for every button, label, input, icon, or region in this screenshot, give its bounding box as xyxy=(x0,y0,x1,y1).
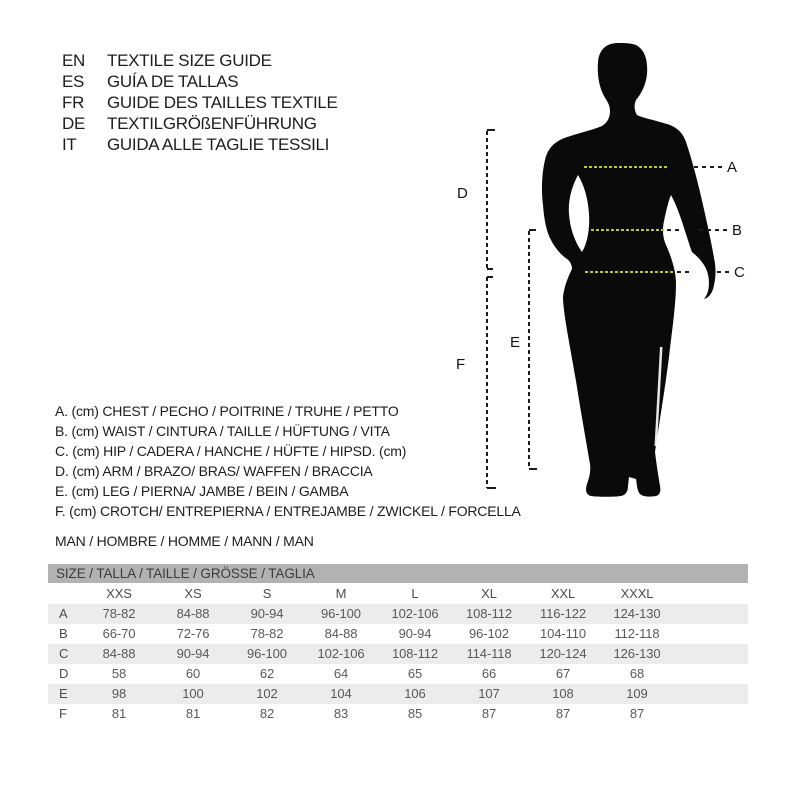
size-col-header-m: M xyxy=(335,586,347,601)
size-row-d xyxy=(48,664,748,684)
tick-e-bottom xyxy=(529,468,537,470)
size-cell-b-s: 78-82 xyxy=(250,626,284,641)
measurement-legend xyxy=(55,401,521,551)
lang-code-en: EN xyxy=(62,50,86,70)
title-es: GUÍA DE TALLAS xyxy=(107,71,239,91)
lang-code-it: IT xyxy=(62,134,77,154)
size-cell-b-xl: 96-102 xyxy=(469,626,509,641)
size-col-header-xl: XL xyxy=(481,586,497,601)
size-cell-a-xxs: 78-82 xyxy=(102,606,136,621)
size-cell-a-s: 90-94 xyxy=(250,606,284,621)
size-table-corner-cell xyxy=(48,583,82,604)
size-col-header-s: S xyxy=(262,586,272,601)
size-row-filler xyxy=(674,704,748,724)
title-de: TEXTILGRÖßENFÜHRUNG xyxy=(107,113,317,133)
size-cell-b-m: 84-88 xyxy=(324,626,358,641)
size-cell-e-xxxl: 109 xyxy=(626,686,648,701)
tick-d-bottom xyxy=(487,268,493,270)
size-row-filler xyxy=(674,604,748,624)
size-cell-d-xxl: 67 xyxy=(555,666,571,681)
size-cell-d-s: 62 xyxy=(259,666,275,681)
size-cell-e-s: 102 xyxy=(256,686,278,701)
size-cell-a-m: 96-100 xyxy=(321,606,361,621)
size-cell-c-s: 96-100 xyxy=(247,646,287,661)
legend-line-b: B. (cm) WAIST / CINTURA / TAILLE / HÜFTUNG / VITA xyxy=(55,423,390,439)
size-cell-c-xl: 114-118 xyxy=(466,646,512,661)
size-cell-e-m: 104 xyxy=(330,686,352,701)
size-cell-d-xxxl: 68 xyxy=(629,666,645,681)
size-col-header-xxs: XXS xyxy=(106,586,132,601)
title-en: TEXTILE SIZE GUIDE xyxy=(107,50,272,70)
size-cell-c-xxl: 120-124 xyxy=(539,646,587,661)
tick-f-top xyxy=(487,276,493,278)
gender-line: MAN / HOMBRE / HOMME / MANN / MAN xyxy=(55,533,314,549)
size-row-label-c: C xyxy=(59,646,69,661)
size-cell-f-m: 83 xyxy=(333,706,349,721)
legend-line-d: D. (cm) ARM / BRAZO/ BRAS/ WAFFEN / BRACCIA xyxy=(55,463,373,479)
measure-label-d: D xyxy=(457,185,468,202)
measure-line-e xyxy=(528,231,530,468)
measure-line-c-dots xyxy=(585,271,673,273)
size-row-filler xyxy=(674,664,748,684)
size-cell-c-m: 102-106 xyxy=(317,646,365,661)
size-cell-a-xxl: 116-122 xyxy=(539,606,587,621)
measure-line-b-dash-outer xyxy=(699,229,727,231)
size-row-label-a: A xyxy=(59,606,68,621)
size-col-header-l: L xyxy=(411,586,419,601)
measure-line-a-dash xyxy=(694,166,722,168)
size-cell-f-s: 82 xyxy=(259,706,275,721)
size-cell-f-xxs: 81 xyxy=(111,706,127,721)
measure-line-a-dots xyxy=(584,166,668,168)
measure-line-c-dash-inner xyxy=(677,271,693,273)
size-cell-b-xxxl: 112-118 xyxy=(614,626,660,641)
size-table-header-filler xyxy=(674,583,748,604)
size-cell-b-l: 90-94 xyxy=(398,626,432,641)
title-fr: GUIDE DES TAILLES TEXTILE xyxy=(107,92,338,112)
size-cell-d-m: 64 xyxy=(333,666,349,681)
size-cell-f-xl: 87 xyxy=(481,706,497,721)
size-row-e xyxy=(48,684,748,704)
size-cell-c-xxxl: 126-130 xyxy=(613,646,661,661)
size-table xyxy=(48,564,748,724)
size-cell-e-xxl: 108 xyxy=(552,686,574,701)
size-table-body xyxy=(48,604,748,724)
size-cell-c-xs: 90-94 xyxy=(176,646,210,661)
size-cell-a-xl: 108-112 xyxy=(465,606,513,621)
measure-label-f: F xyxy=(456,356,466,373)
size-table-header-row xyxy=(48,583,748,604)
size-cell-a-xxxl: 124-130 xyxy=(613,606,661,621)
size-cell-a-l: 102-106 xyxy=(391,606,439,621)
size-cell-d-xs: 60 xyxy=(185,666,201,681)
size-row-label-b: B xyxy=(59,626,68,641)
legend-line-f: F. (cm) CROTCH/ ENTREPIERNA / ENTREJAMBE / ZWICKEL / FORCELLA xyxy=(55,503,521,519)
lang-code-de: DE xyxy=(62,113,86,133)
size-col-header-xxl: XXL xyxy=(550,586,576,601)
measure-line-c-dash-outer xyxy=(717,271,731,273)
body-path xyxy=(542,43,716,497)
size-cell-b-xxl: 104-110 xyxy=(539,626,587,641)
measure-label-e: E xyxy=(510,334,521,351)
tick-e-top xyxy=(529,229,536,231)
legend-line-e: E. (cm) LEG / PIERNA/ JAMBE / BEIN / GAMBA xyxy=(55,483,349,499)
size-col-header-xs: XS xyxy=(184,586,202,601)
size-row-label-d: D xyxy=(59,666,69,681)
lang-code-fr: FR xyxy=(62,92,85,112)
measure-label-c: C xyxy=(734,264,745,281)
size-cell-c-xxs: 84-88 xyxy=(102,646,136,661)
size-cell-f-xxxl: 87 xyxy=(629,706,645,721)
size-cell-b-xs: 72-76 xyxy=(176,626,210,641)
measure-label-b: B xyxy=(732,222,743,239)
tick-d-top xyxy=(487,129,495,131)
measure-line-b-dash-inner xyxy=(667,229,680,231)
size-col-header-xxxl: XXXL xyxy=(620,586,654,601)
size-cell-e-xl: 107 xyxy=(478,686,500,701)
size-cell-b-xxs: 66-70 xyxy=(102,626,136,641)
size-cell-a-xs: 84-88 xyxy=(176,606,210,621)
size-row-filler xyxy=(674,684,748,704)
size-cell-d-xl: 66 xyxy=(481,666,497,681)
size-row-filler xyxy=(674,624,748,644)
size-row-label-e: E xyxy=(59,686,68,701)
measure-label-a: A xyxy=(727,159,738,176)
measure-line-b-dots xyxy=(591,229,664,231)
size-cell-d-xxs: 58 xyxy=(111,666,127,681)
lang-code-es: ES xyxy=(62,71,85,91)
size-cell-d-l: 65 xyxy=(407,666,423,681)
title-it: GUIDA ALLE TAGLIE TESSILI xyxy=(107,134,330,154)
size-row-c xyxy=(48,644,748,664)
thumb-notch-cutout xyxy=(696,281,702,294)
size-cell-f-l: 85 xyxy=(407,706,423,721)
size-row-b xyxy=(48,624,748,644)
size-row-label-f: F xyxy=(59,706,67,721)
size-cell-f-xxl: 87 xyxy=(555,706,571,721)
measure-line-d xyxy=(486,131,488,269)
size-table-title-bar: SIZE / TALLA / TAILLE / GRÖSSE / TAGLIA xyxy=(48,564,748,583)
size-cell-e-l: 106 xyxy=(404,686,426,701)
size-row-a xyxy=(48,604,748,624)
size-cell-e-xxs: 98 xyxy=(111,686,127,701)
size-cell-e-xs: 100 xyxy=(182,686,204,701)
size-cell-c-l: 108-112 xyxy=(391,646,439,661)
size-row-filler xyxy=(674,644,748,664)
size-row-f xyxy=(48,704,748,724)
legend-line-a: A. (cm) CHEST / PECHO / POITRINE / TRUHE / PETTO xyxy=(55,403,399,419)
legend-line-c: C. (cm) HIP / CADERA / HANCHE / HÜFTE / HIPSD. (cm) xyxy=(55,443,407,459)
size-cell-f-xs: 81 xyxy=(185,706,201,721)
